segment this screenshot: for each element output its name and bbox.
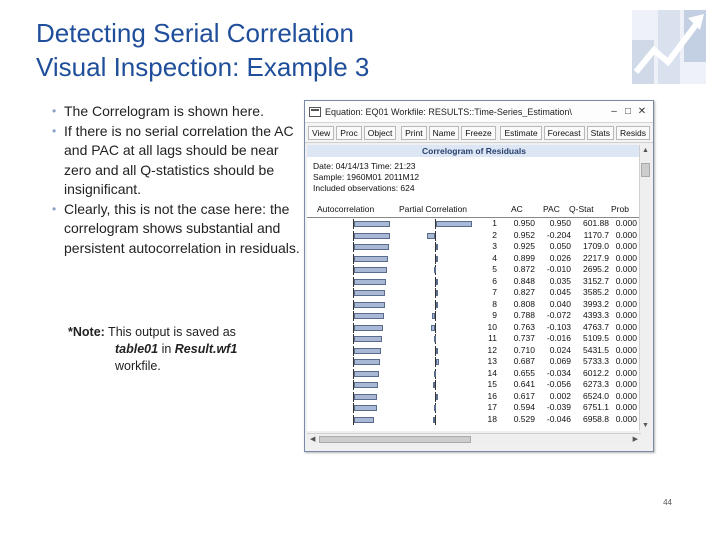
pac-bar [427, 233, 435, 239]
pac-bar [433, 382, 435, 388]
pac-bar [432, 313, 435, 319]
pac-bar [434, 371, 436, 377]
ac-cell: 0.808 [513, 298, 535, 309]
q-stat-cell: 601.88 [583, 218, 609, 228]
note [68, 324, 298, 375]
pac-bar [436, 256, 438, 262]
lag-cell: 10 [487, 321, 497, 332]
table-row [307, 333, 641, 345]
note-text: This output is saved as [104, 325, 236, 339]
table-row [307, 391, 641, 403]
print-button[interactable]: Print [401, 126, 426, 140]
info-observations: Included observations: 624 [313, 183, 415, 193]
bullet-list [52, 102, 302, 258]
q-stat-cell: 6012.2 [583, 367, 609, 378]
table-row [307, 322, 641, 334]
ac-cell: 0.710 [513, 344, 535, 355]
q-stat-cell: 6273.3 [583, 379, 609, 389]
prob-cell: 0.000 [615, 275, 637, 286]
ac-bar [354, 267, 387, 273]
ac-bar [354, 371, 379, 377]
table-row [307, 287, 641, 299]
ac-cell: 0.594 [513, 402, 535, 412]
lag-cell: 16 [487, 390, 497, 401]
ac-bar [354, 244, 389, 250]
ac-bar [354, 290, 385, 296]
horizontal-scrollbar[interactable] [307, 433, 641, 445]
table-row [307, 379, 641, 391]
ac-bar [354, 382, 378, 388]
table-row [307, 345, 641, 357]
col-ac: AC [511, 204, 523, 214]
window-icon [309, 107, 321, 117]
scroll-right-icon[interactable]: ▶ [632, 436, 638, 443]
ac-bar [354, 325, 383, 331]
vertical-scrollbar[interactable] [639, 145, 651, 431]
lag-cell: 3 [492, 241, 497, 251]
col-prob: Prob [611, 204, 629, 214]
estimation-info [307, 157, 641, 194]
prob-cell: 0.000 [615, 229, 637, 240]
scroll-left-icon[interactable]: ◀ [310, 436, 316, 443]
ac-bar [354, 313, 384, 319]
pac-bar [433, 417, 435, 423]
resids-button[interactable]: Resids [616, 126, 650, 140]
ac-cell: 0.872 [513, 264, 535, 274]
prob-cell: 0.000 [615, 413, 637, 424]
proc-button[interactable]: Proc [336, 126, 361, 140]
scroll-down-icon[interactable]: ▼ [642, 422, 649, 429]
chart-logo-icon [632, 10, 706, 84]
ac-cell: 0.827 [513, 287, 535, 297]
ac-bar [354, 221, 390, 227]
note-file-name: Result.wf1 [174, 342, 238, 356]
maximize-icon[interactable]: □ [624, 106, 632, 117]
object-button[interactable]: Object [364, 126, 397, 140]
pac-bar [431, 325, 435, 331]
window-titlebar[interactable] [305, 101, 653, 123]
info-date: Date: 04/14/13 Time: 21:23 [313, 161, 416, 171]
window-title: Equation: EQ01 Workfile: RESULTS::Time-Series_Estimation\ [325, 106, 572, 117]
pac-cell: 0.024 [549, 344, 571, 355]
pac-bar [436, 279, 438, 285]
col-q-stat: Q-Stat [569, 204, 594, 214]
prob-cell: 0.000 [615, 218, 637, 228]
q-stat-cell: 6751.1 [583, 402, 609, 412]
freeze-button[interactable]: Freeze [461, 126, 495, 140]
ac-cell: 0.655 [513, 367, 535, 378]
table-row [307, 241, 641, 253]
pac-bar [436, 359, 439, 365]
prob-cell: 0.000 [615, 264, 637, 274]
ac-bar [354, 394, 377, 400]
ac-bar [354, 348, 381, 354]
ac-cell: 0.617 [513, 390, 535, 401]
q-stat-cell: 1170.7 [583, 229, 609, 240]
table-row [307, 299, 641, 311]
prob-cell: 0.000 [615, 310, 637, 320]
table-row [307, 264, 641, 276]
forecast-button[interactable]: Forecast [544, 126, 585, 140]
bullet-item: • If there is no serial correlation the AC and PAC at all lags should be near zero and all Q-statistics should be insignificant. [52, 122, 302, 200]
q-stat-cell: 2695.2 [583, 264, 609, 274]
pac-axis [435, 311, 436, 321]
ac-bar [354, 417, 374, 423]
table-row [307, 368, 641, 380]
pac-axis [435, 231, 436, 241]
pac-axis [435, 380, 436, 390]
pac-cell: -0.072 [546, 310, 571, 320]
pac-bar [436, 290, 438, 296]
prob-cell: 0.000 [615, 379, 637, 389]
pac-cell: -0.034 [546, 367, 571, 378]
ac-cell: 0.687 [513, 356, 535, 366]
prob-cell: 0.000 [615, 333, 637, 343]
estimate-button[interactable]: Estimate [500, 126, 541, 140]
ac-cell: 0.952 [513, 229, 535, 240]
bullet-item: • The Correlogram is shown here. [52, 102, 302, 122]
pac-cell: -0.016 [546, 333, 571, 343]
pac-axis [435, 323, 436, 333]
q-stat-cell: 6524.0 [583, 390, 609, 401]
table-row [307, 230, 641, 242]
slide-title [36, 16, 556, 84]
table-row [307, 402, 641, 414]
ac-cell: 0.788 [513, 310, 535, 320]
ac-cell: 0.899 [513, 252, 535, 263]
correlogram-output [307, 145, 641, 431]
pac-bar [434, 405, 436, 411]
prob-cell: 0.000 [615, 344, 637, 355]
pac-cell: -0.204 [546, 229, 571, 240]
lag-cell: 6 [492, 275, 497, 286]
pac-cell: 0.069 [549, 356, 571, 366]
pac-cell: 0.002 [549, 390, 571, 401]
lag-cell: 12 [487, 344, 497, 355]
prob-cell: 0.000 [615, 356, 637, 366]
note-label: *Note: [68, 325, 105, 339]
q-stat-cell: 5431.5 [583, 344, 609, 355]
pac-cell: 0.050 [549, 241, 571, 251]
pac-bar [434, 267, 436, 273]
column-headers [307, 200, 641, 218]
q-stat-cell: 5109.5 [583, 333, 609, 343]
correlogram-header: Correlogram of Residuals [307, 145, 641, 157]
table-row [307, 253, 641, 265]
prob-cell: 0.000 [615, 367, 637, 378]
prob-cell: 0.000 [615, 252, 637, 263]
lag-cell: 1 [492, 218, 497, 228]
vertical-scroll-thumb[interactable] [641, 163, 650, 177]
pac-cell: 0.950 [549, 218, 571, 228]
ac-cell: 0.925 [513, 241, 535, 251]
bullet-item: • Clearly, this is not the case here: the correlogram shows substantial and persistent autocorrelation in residuals. [52, 200, 302, 259]
col-autocorrelation: Autocorrelation [317, 204, 375, 214]
lag-cell: 13 [487, 356, 497, 366]
ac-bar [354, 336, 382, 342]
ac-bar [354, 233, 390, 239]
ac-cell: 0.763 [513, 321, 535, 332]
q-stat-cell: 3993.2 [583, 298, 609, 309]
q-stat-cell: 3585.2 [583, 287, 609, 297]
pac-cell: -0.010 [546, 264, 571, 274]
lag-cell: 14 [487, 367, 497, 378]
pac-cell: -0.046 [546, 413, 571, 424]
prob-cell: 0.000 [615, 402, 637, 412]
lag-cell: 8 [492, 298, 497, 309]
lag-cell: 15 [487, 379, 497, 389]
pac-cell: -0.039 [546, 402, 571, 412]
scroll-up-icon[interactable]: ▲ [642, 147, 649, 154]
lag-cell: 5 [492, 264, 497, 274]
table-row [307, 414, 641, 426]
view-button[interactable]: View [308, 126, 334, 140]
table-row [307, 356, 641, 368]
pac-bar [436, 348, 438, 354]
lag-cell: 2 [492, 229, 497, 240]
minimize-icon[interactable]: – [611, 106, 617, 117]
pac-cell: 0.035 [549, 275, 571, 286]
ac-bar [354, 359, 380, 365]
q-stat-cell: 3152.7 [583, 275, 609, 286]
prob-cell: 0.000 [615, 287, 637, 297]
ac-cell: 0.641 [513, 379, 535, 389]
eviews-window [304, 100, 654, 452]
pac-cell: 0.026 [549, 252, 571, 263]
q-stat-cell: 4393.3 [583, 310, 609, 320]
ac-bar [354, 405, 377, 411]
table-row [307, 218, 641, 230]
ac-cell: 0.737 [513, 333, 535, 343]
pac-cell: 0.045 [549, 287, 571, 297]
note-table-name: table01 [115, 342, 159, 356]
title-line-1: Detecting Serial Correlation [36, 18, 354, 48]
horizontal-scroll-thumb[interactable] [319, 436, 471, 443]
prob-cell: 0.000 [615, 390, 637, 401]
pac-cell: -0.056 [546, 379, 571, 389]
pac-cell: -0.103 [546, 321, 571, 332]
q-stat-cell: 1709.0 [583, 241, 609, 251]
lag-cell: 18 [487, 413, 497, 424]
pac-bar [436, 302, 438, 308]
note-end: workfile. [115, 359, 161, 373]
lag-cell: 7 [492, 287, 497, 297]
pac-bar [436, 394, 438, 400]
pac-cell: 0.040 [549, 298, 571, 309]
page-number: 44 [663, 498, 672, 507]
ac-bar [354, 256, 388, 262]
col-pac: PAC [543, 204, 560, 214]
prob-cell: 0.000 [615, 298, 637, 309]
close-icon[interactable]: ✕ [637, 106, 647, 117]
ac-cell: 0.848 [513, 275, 535, 286]
pac-bar [436, 221, 472, 227]
prob-cell: 0.000 [615, 241, 637, 251]
ac-cell: 0.950 [513, 218, 535, 228]
pac-bar [434, 336, 436, 342]
window-toolbar [305, 123, 653, 143]
name-button[interactable]: Name [429, 126, 460, 140]
ac-bar [354, 279, 386, 285]
lag-cell: 17 [487, 402, 497, 412]
ac-cell: 0.529 [513, 413, 535, 424]
stats-button[interactable]: Stats [587, 126, 614, 140]
q-stat-cell: 2217.9 [583, 252, 609, 263]
q-stat-cell: 4763.7 [583, 321, 609, 332]
correlogram-rows [307, 218, 641, 425]
pac-bar [436, 244, 438, 250]
ac-bar [354, 302, 385, 308]
col-partial-correlation: Partial Correlation [399, 204, 468, 214]
lag-cell: 9 [492, 310, 497, 320]
table-row [307, 310, 641, 322]
info-sample: Sample: 1960M01 2011M12 [313, 172, 420, 182]
lag-cell: 4 [492, 252, 497, 263]
q-stat-cell: 6958.8 [583, 413, 609, 424]
lag-cell: 11 [488, 333, 497, 343]
table-row [307, 276, 641, 288]
title-line-2: Visual Inspection: Example 3 [36, 52, 370, 82]
q-stat-cell: 5733.3 [583, 356, 609, 366]
prob-cell: 0.000 [615, 321, 637, 332]
note-in: in [158, 342, 175, 356]
